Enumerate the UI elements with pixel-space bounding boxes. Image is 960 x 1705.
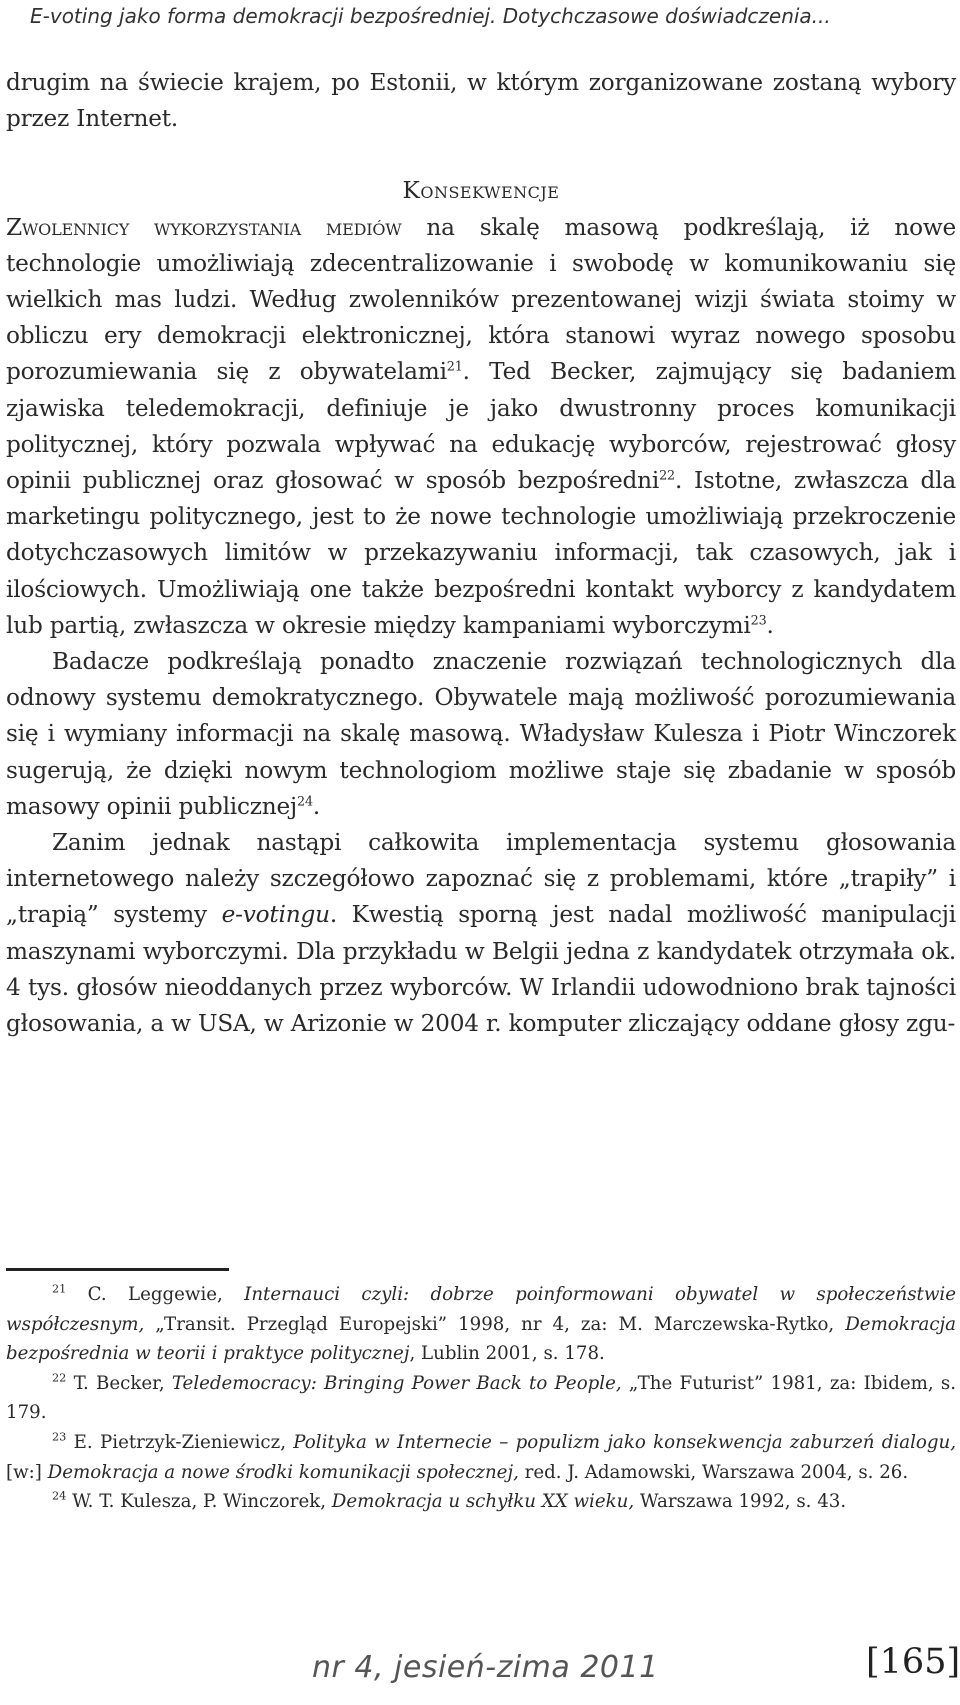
footnote — [6, 1369, 956, 1428]
main-text — [6, 65, 956, 1042]
footnote-separator — [6, 1268, 229, 1271]
text-run: E. Pietrzyk-Zieniewicz, — [66, 1431, 294, 1453]
page-number: [165] — [866, 1642, 960, 1682]
text-run: . — [766, 611, 774, 639]
footnote-number: 21 — [52, 1282, 67, 1296]
text-run: T. Becker, — [66, 1372, 172, 1394]
italic-title: Demokracja u schyłku XX wieku, — [331, 1491, 635, 1513]
footnote — [6, 1428, 956, 1487]
italic-title: Internauci czyli: dobrze poinformowani obywatel w społeczeństwie współczesnym, — [6, 1284, 956, 1335]
footnote-ref[interactable]: 21 — [446, 360, 463, 376]
italic-title: Polityka w Internecie – populizm jako konsekwencja zaburzeń dialogu, — [293, 1431, 956, 1453]
footnote — [6, 1280, 956, 1369]
text-run: C. Leggewie, — [66, 1284, 245, 1305]
italic-title: Teledemocracy: Bringing Power Back to People, — [171, 1372, 622, 1394]
italic-title: Demokracja a nowe środki komunikacji społecznej, — [47, 1461, 519, 1483]
text-run: Warszawa 1992, s. 43. — [634, 1491, 847, 1513]
text-run: . — [312, 792, 321, 820]
paragraph-continuation: drugim na świecie krajem, po Estonii, w którym zorganizowane zostaną wybory przez Internet. — [6, 69, 956, 133]
paragraph — [6, 644, 956, 825]
text-run: „Transit. Przegląd Europejski” 1998, nr 4, za: M. Marczewska-Rytko, — [144, 1313, 846, 1335]
italic-term: e-votingu — [221, 901, 330, 929]
paragraph — [6, 825, 956, 1042]
text-run: na skalę masową podkreślają, iż nowe technologie umożliwiają zdecentralizowanie i swobodę w komunikowaniu się wielkich mas ludzi. Według zwolenników prezentowanej wizji świata stoimy w obliczu ery demokracji elektronicznej, która stanowi wyraz nowego sposobu porozumiewania się z obywatelami — [6, 213, 956, 386]
footer-journal-issue: nr 4, jesień-zima 2011 — [312, 1650, 659, 1685]
text-run: red. J. Adamowski, Warszawa 2004, s. 26. — [518, 1461, 909, 1483]
text-run: . Istotne, zwłaszcza dla marketingu politycznego, jest to że nowe technologie umożliwiają przekroczenie dotychczasowych limitów w przekazywaniu informacji, tak czasowych, jak i ilościowych. Umożliwiają one także bezpośredni kontakt wyborcy z kandydatem lub partią, zwłaszcza w okresie między kampaniami wyborczymi — [6, 467, 956, 639]
footnote-number: 24 — [52, 1489, 67, 1503]
text-run: Zanim jednak nastąpi całkowita implementacja systemu głosowania internetowego należy szczegółowo zapoznać się z problemami, które „trapiły” i „trapią” systemy — [6, 829, 956, 929]
paragraph — [6, 210, 956, 644]
italic-title: Demokracja bezpośrednia w teorii i praktyce politycznej — [6, 1313, 956, 1365]
text-run: , Lublin 2001, s. 178. — [409, 1343, 605, 1365]
text-run: Badacze podkreślają ponadto znaczenie rozwiązań technologicznych dla odnowy systemu demokratycznego. Obywatele mają możliwość porozumiewania się i wymiany informacji na skalę masową. Władysław Kulesza i Piotr Winczorek sugerują, że dzięki nowym technologiom możliwe staje się zbadanie w sposób masowy opinii publicznej — [6, 648, 956, 820]
footnotes — [6, 1280, 956, 1517]
text-run: . Kwestią sporną jest nadal możliwość manipulacji maszynami wyborczymi. Dla przykładu w Belgii jedna z kandydatek otrzymała ok. 4 tys. głosów nieoddanych przez wyborców. W Irlandii udowodniono brak tajności głosowania, a w USA, w Arizonie w 2004 r. komputer zliczający oddane głosy zgu- — [6, 901, 956, 1038]
text-run: „The Futurist” 1981, za: Ibidem, s. 179. — [6, 1372, 957, 1424]
footnote-number: 22 — [52, 1371, 67, 1385]
text-run: [w:] — [6, 1461, 48, 1483]
section-heading: Konsekwencje — [402, 177, 560, 205]
footnote — [6, 1487, 956, 1517]
smallcaps-lead: Zwolennicy wykorzystania mediów — [6, 213, 402, 241]
footnote-number: 23 — [52, 1430, 67, 1444]
running-head: E-voting jako forma demokracji bezpośredniej. Dotychczasowe doświadczenia... — [30, 4, 831, 28]
footnote-ref[interactable]: 22 — [659, 468, 675, 484]
footnote-ref[interactable]: 23 — [750, 613, 767, 629]
text-run: W. T. Kulesza, P. Winczorek, — [66, 1491, 332, 1513]
text-run: . Ted Becker, zajmujący się badaniem zjawiska teledemokracji, definiuje je jako dwustronny proces komunikacji politycznej, który pozwala wpływać na edukację wyborców, rejestrować głosy opinii publicznej oraz głosować w sposób bezpośredni — [6, 358, 956, 495]
footnote-ref[interactable]: 24 — [297, 794, 313, 810]
